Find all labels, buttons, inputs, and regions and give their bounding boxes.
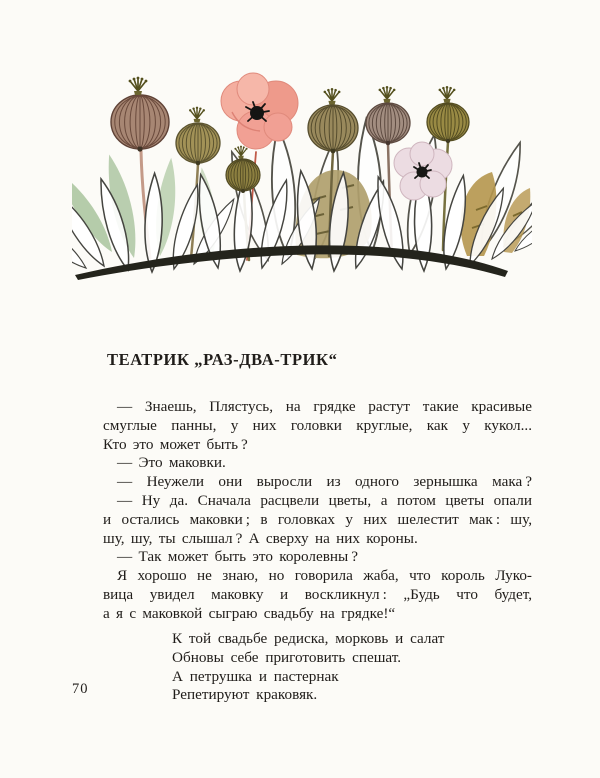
story-line: шу, шу, ты слышал ? А сверху на них короны. xyxy=(103,529,418,547)
story-line: Я хорошо не знаю, но говорила жаба, что король Луко- xyxy=(117,567,532,585)
page-number: 70 xyxy=(72,681,89,697)
pink-poppy-flower xyxy=(221,73,298,149)
story-line: — Неужели они выросли из одного зернышка мака ? xyxy=(117,473,532,491)
poem-line: А петрушка и пастернак xyxy=(172,667,339,685)
story-line: — Это маковки. xyxy=(117,454,226,472)
poem-line: Обновы себе приготовить спешат. xyxy=(172,648,402,666)
story-line: — Так может быть это королевны ? xyxy=(117,548,359,566)
poem-text xyxy=(172,630,444,705)
story-text xyxy=(103,398,532,624)
page-title: ТЕАТРИК „РАЗ-ДВА-ТРИК“ xyxy=(107,350,338,370)
story-line: — Ну да. Сначала расцвели цветы, а потом цветы опали xyxy=(117,491,532,509)
poppy-illustration xyxy=(72,60,532,298)
outline-leaves xyxy=(72,170,532,273)
story-line: смуглые панны, у них головки круглые, как у кукол... xyxy=(103,416,532,434)
poppy-pod xyxy=(308,88,358,153)
story-line: — Знаешь, Плястусь, на грядке растут такие красивые xyxy=(117,398,532,415)
story-line: и остались маковки ; в головках у них шелестит мак : шу, xyxy=(103,510,532,528)
poem-line: К той свадьбе редиска, морковь и салат xyxy=(172,630,445,647)
story-line: вица увидел маковку и воскликнул : „Будь что будет, xyxy=(103,585,532,603)
poppy-pod xyxy=(427,86,469,143)
poppy-pod xyxy=(176,107,220,166)
poppy-pod xyxy=(111,77,169,152)
poppy-pod xyxy=(366,86,410,145)
pale-poppy-flower xyxy=(394,142,452,200)
story-line: а я с маковкой сыграю свадьбу на грядке!“ xyxy=(103,604,396,622)
poem-line: Репетируют краковяк. xyxy=(172,686,318,704)
story-line: Кто это может быть ? xyxy=(103,435,248,453)
